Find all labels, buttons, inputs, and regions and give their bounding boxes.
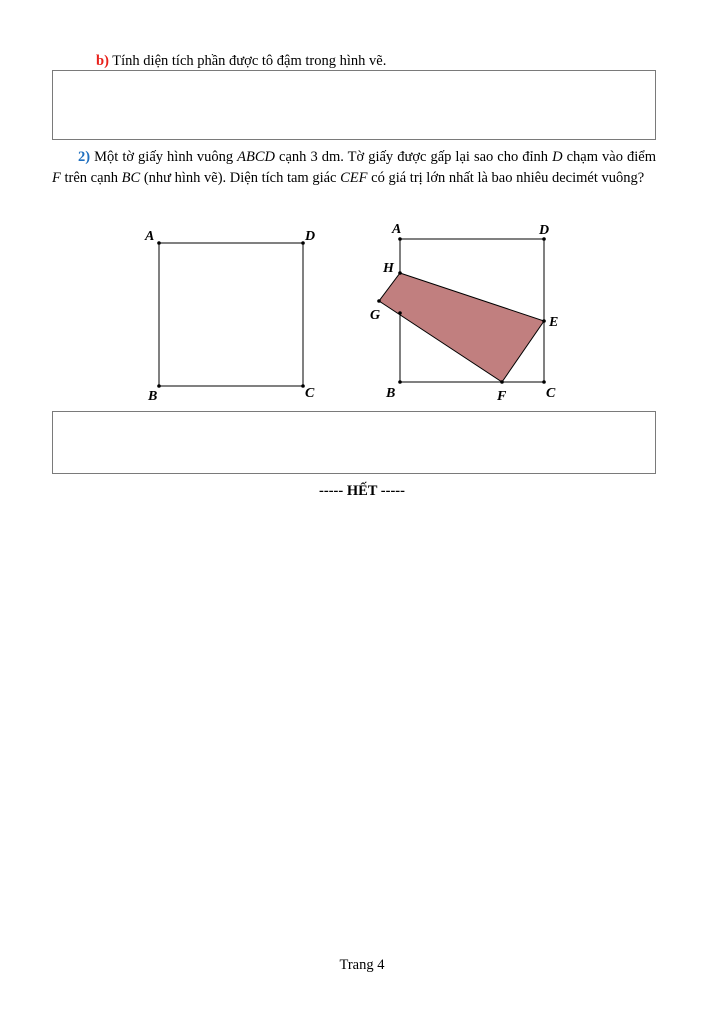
label-h: H	[383, 261, 394, 276]
point-h	[398, 271, 402, 275]
label-d: D	[305, 229, 316, 244]
label-b: B	[148, 389, 158, 404]
question-2-number: 2)	[78, 149, 91, 165]
label-a2: A	[392, 222, 402, 237]
point-g	[377, 299, 381, 303]
q2-text-1: Một tờ giấy hình vuông	[94, 149, 234, 165]
figures	[0, 0, 724, 420]
label-e: E	[549, 315, 559, 330]
label-a: A	[145, 229, 155, 244]
point-b	[157, 384, 161, 388]
part-b-text: Tính diện tích phần được tô đậm trong hình vẽ.	[112, 53, 387, 69]
folded-part	[379, 273, 544, 382]
label-d2: D	[539, 223, 550, 238]
square-abcd	[159, 243, 303, 386]
figure-2-folded	[370, 222, 558, 404]
point-e	[542, 319, 546, 323]
q2-text-3: chạm vào điểm	[566, 149, 656, 165]
label-c2: C	[546, 386, 556, 401]
label-c: C	[305, 386, 315, 401]
q2-var-d: D	[552, 149, 563, 165]
point-c2	[542, 380, 546, 384]
q2-text-6: có giá trị lớn nhất là bao nhiêu decimét vuông?	[371, 170, 645, 186]
q2-text-4: trên cạnh	[64, 170, 119, 186]
point-a	[157, 241, 161, 245]
point-b2	[398, 380, 402, 384]
label-b2: B	[386, 386, 396, 401]
point-f	[500, 380, 504, 384]
page-number: Trang 4	[339, 957, 385, 973]
answer-box-2[interactable]	[52, 411, 656, 474]
q2-var-cef: CEF	[340, 170, 368, 186]
q2-var-bc: BC	[121, 170, 141, 186]
label-f: F	[497, 389, 507, 404]
figure-1-square	[144, 229, 315, 404]
q2-text-5: (như hình vẽ). Diện tích tam giác	[143, 170, 337, 186]
end-marker: ----- HẾT -----	[319, 483, 405, 499]
q2-text-2: cạnh 3 dm. Tờ giấy được gấp lại sao cho đỉnh	[279, 149, 549, 165]
label-g: G	[370, 308, 381, 323]
point-g-edge	[398, 311, 402, 315]
point-a2	[398, 237, 402, 241]
q2-var-f: F	[52, 170, 61, 186]
part-b-label: b)	[96, 53, 109, 69]
q2-var-abcd: ABCD	[237, 149, 276, 165]
